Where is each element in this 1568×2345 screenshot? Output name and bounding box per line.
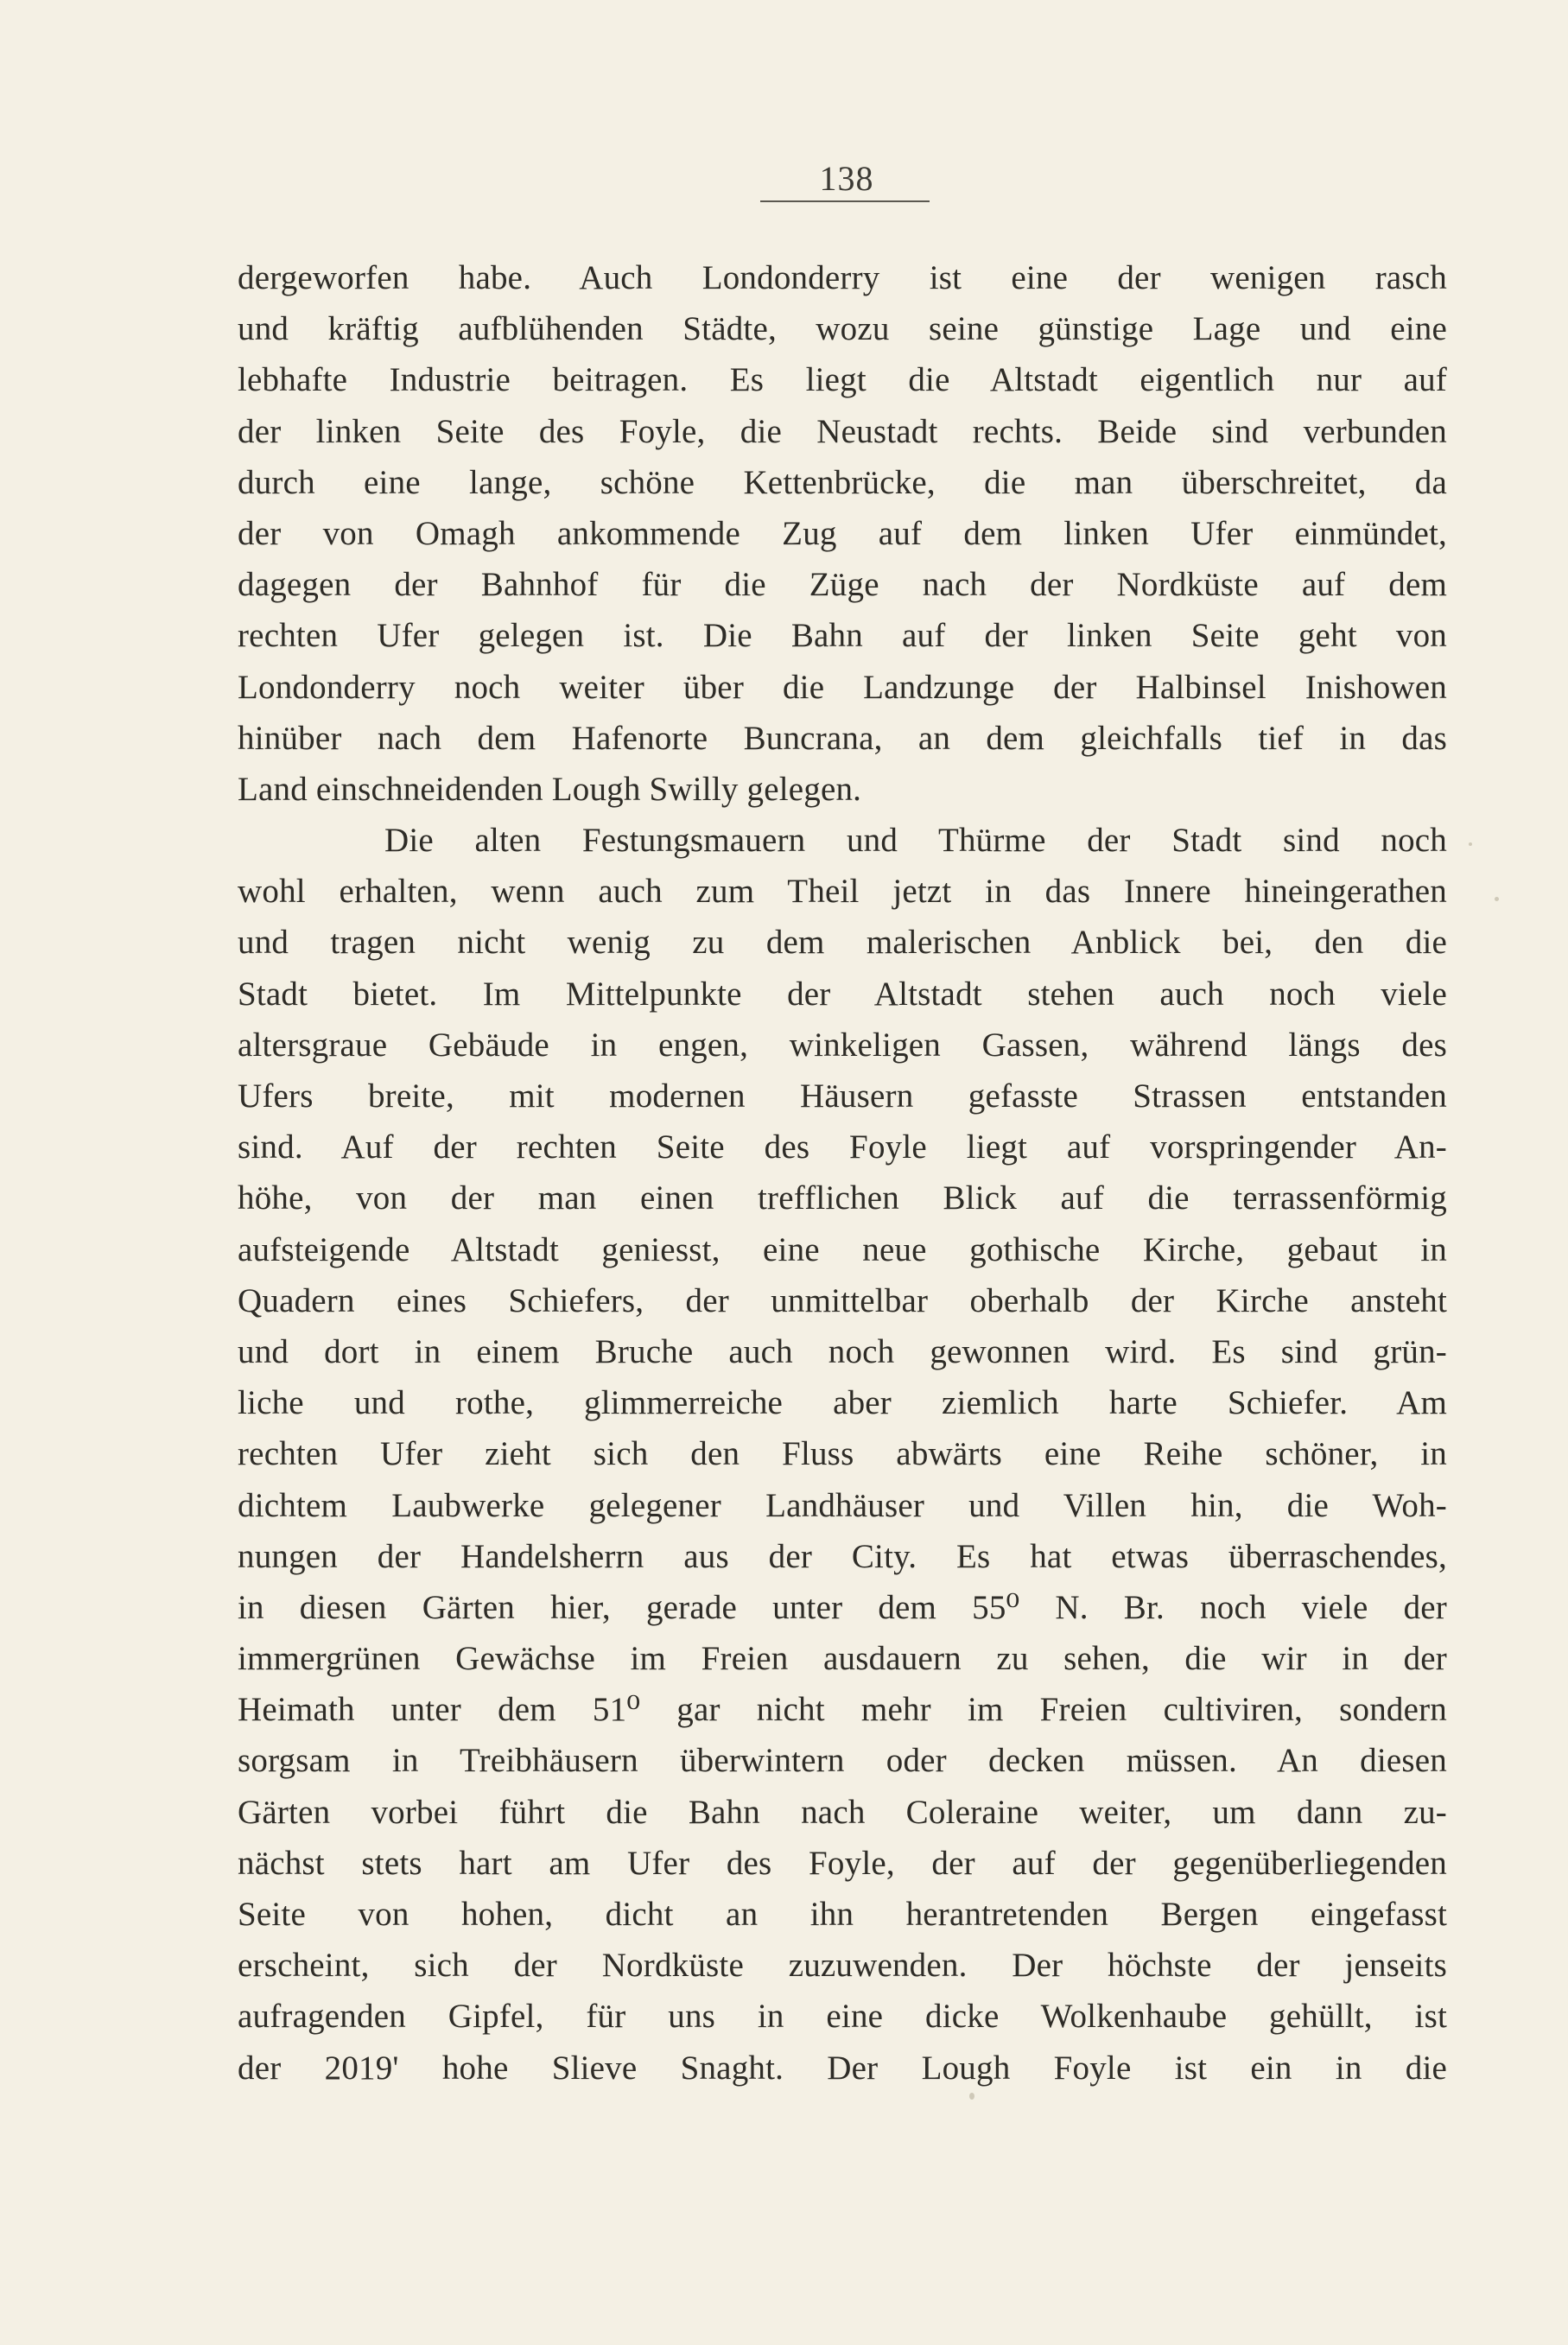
text-line: liche und rothe, glimmerreiche aber ziemlich harte Schiefer. Am xyxy=(238,1384,1447,1422)
text-line: sorgsam in Treibhäusern überwintern oder decken müssen. An diesen xyxy=(238,1742,1447,1780)
text-line: Seite von hohen, dicht an ihn herantretenden Bergen eingefasst xyxy=(238,1896,1447,1933)
paper-speck xyxy=(1469,842,1472,846)
text-line: durch eine lange, schöne Kettenbrücke, die man überschreitet, da xyxy=(238,463,1447,501)
page-number-underline xyxy=(760,200,930,202)
text-line: Ufers breite, mit modernen Häusern gefasste Strassen entstanden xyxy=(238,1077,1447,1115)
text-line: dergeworfen habe. Auch Londonderry ist eine der wenigen rasch xyxy=(238,259,1447,296)
text-line: Londonderry noch weiter über die Landzunge der Halbinsel Inishowen xyxy=(238,668,1447,706)
paper-speck xyxy=(969,2093,974,2100)
text-line: dichtem Laubwerke gelegener Landhäuser und Villen hin, die Woh- xyxy=(238,1486,1447,1524)
text-line: Quadern eines Schiefers, der unmittelbar oberhalb der Kirche ansteht xyxy=(238,1281,1447,1319)
text-line: der von Omagh ankommende Zug auf dem linken Ufer einmündet, xyxy=(238,514,1447,552)
text-line: rechten Ufer gelegen ist. Die Bahn auf der linken Seite geht von xyxy=(238,617,1447,655)
text-line: lebhafte Industrie beitragen. Es liegt die Altstadt eigentlich nur auf xyxy=(238,361,1447,399)
text-line: nungen der Handelsherrn aus der City. Es hat etwas überraschendes, xyxy=(238,1537,1447,1575)
text-line: nächst stets hart am Ufer des Foyle, der auf der gegenüberliegenden xyxy=(238,1844,1447,1882)
text-line: aufsteigende Altstadt geniesst, eine neue gothische Kirche, gebaut in xyxy=(238,1230,1447,1268)
text-line: erscheint, sich der Nordküste zuzuwenden. Der höchste der jenseits xyxy=(238,1947,1447,1985)
text-line: wohl erhalten, wenn auch zum Theil jetzt in das Innere hineingerathen xyxy=(238,873,1447,911)
text-line: Stadt bietet. Im Mittelpunkte der Altstadt stehen auch noch viele xyxy=(238,975,1447,1013)
paragraph-1 xyxy=(238,252,1447,815)
text-line: und kräftig aufblühenden Städte, wozu seine günstige Lage und eine xyxy=(238,310,1447,348)
text-line: immergrünen Gewächse im Freien ausdauern zu sehen, die wir in der xyxy=(238,1640,1447,1678)
text-line: höhe, von der man einen trefflichen Blick auf die terrassenförmig xyxy=(238,1179,1447,1217)
paper-speck xyxy=(1495,897,1499,901)
text-line: Land einschneidenden Lough Swilly gelegen. xyxy=(238,770,862,808)
text-line: Gärten vorbei führt die Bahn nach Coleraine weiter, um dann zu- xyxy=(238,1793,1447,1831)
body-text xyxy=(238,252,1447,2094)
text-line: und dort in einem Bruche auch noch gewonnen wird. Es sind grün- xyxy=(238,1332,1447,1370)
text-line: der 2019' hohe Slieve Snaght. Der Lough Foyle ist ein in die xyxy=(238,2049,1447,2087)
text-line: in diesen Gärten hier, gerade unter dem 55⁰ N. Br. noch viele der xyxy=(238,1588,1447,1626)
text-line: Die alten Festungsmauern und Thürme der Stadt sind noch xyxy=(384,822,1447,860)
text-line: und tragen nicht wenig zu dem malerischen Anblick bei, den die xyxy=(238,924,1447,962)
text-line: altersgraue Gebäude in engen, winkeligen Gassen, während längs des xyxy=(238,1026,1447,1064)
text-line: dagegen der Bahnhof für die Züge nach der Nordküste auf dem xyxy=(238,566,1447,604)
text-line: hinüber nach dem Hafenorte Buncrana, an dem gleichfalls tief in das xyxy=(238,719,1447,757)
text-line: Heimath unter dem 51⁰ gar nicht mehr im Freien cultiviren, sondern xyxy=(238,1691,1447,1729)
page-number: 138 xyxy=(819,159,874,198)
text-line: der linken Seite des Foyle, die Neustadt rechts. Beide sind verbunden xyxy=(238,412,1447,450)
text-line: rechten Ufer zieht sich den Fluss abwärts eine Reihe schöner, in xyxy=(238,1435,1447,1473)
text-line: sind. Auf der rechten Seite des Foyle liegt auf vorspringender An- xyxy=(238,1128,1447,1166)
paragraph-2 xyxy=(238,815,1447,2094)
text-line: aufragenden Gipfel, für uns in eine dicke Wolkenhaube gehüllt, ist xyxy=(238,1998,1447,2036)
